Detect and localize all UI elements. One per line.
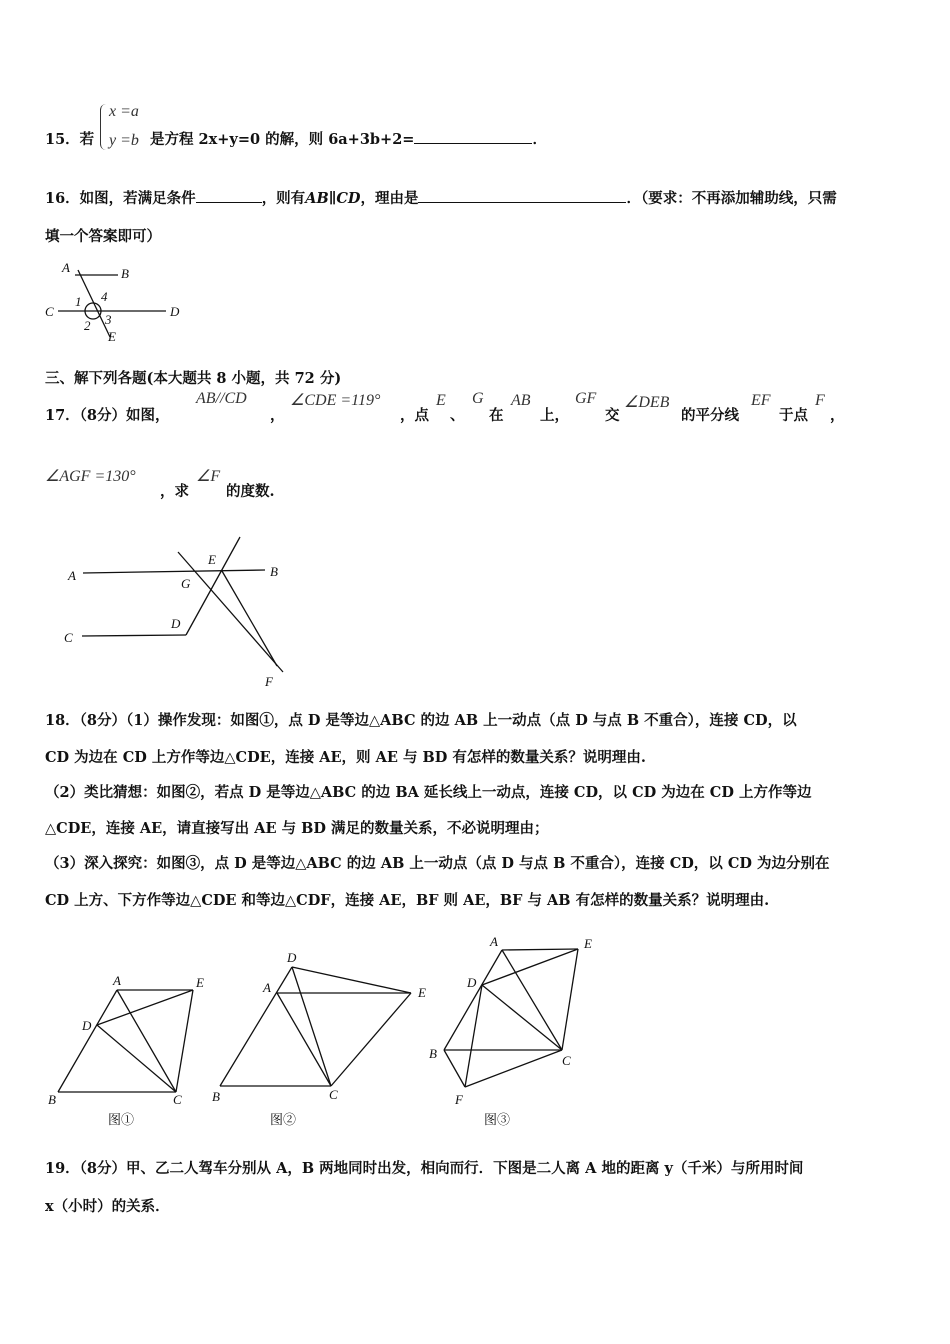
figure-q17 xyxy=(64,537,283,689)
q15-number: 15．若 xyxy=(45,131,95,148)
q17-math: ∠AGF =130° xyxy=(45,468,136,485)
figure-line xyxy=(331,993,411,1086)
figure-line xyxy=(97,990,193,1025)
label-c: C xyxy=(173,1092,182,1107)
label-e: E xyxy=(196,975,204,990)
q17-text: ，点 xyxy=(400,407,429,424)
q17-text: ， xyxy=(270,407,285,424)
label-a: A xyxy=(62,260,70,275)
label-a: A xyxy=(113,973,121,988)
q17-math: ∠CDE =119° xyxy=(290,392,381,409)
label-d: D xyxy=(467,975,477,990)
q16-math: AB∥CD xyxy=(305,190,361,207)
label-b: B xyxy=(212,1089,220,1104)
label-d: D xyxy=(171,616,181,631)
figure-line xyxy=(117,990,176,1092)
q19-line: x（小时）的关系． xyxy=(45,1198,170,1215)
figure-line xyxy=(176,990,193,1092)
label-f: F xyxy=(265,674,273,689)
q17-math: EF xyxy=(751,392,771,409)
label-a: A xyxy=(68,568,76,583)
figure-q18-1 xyxy=(48,973,204,1127)
label-e: E xyxy=(584,936,592,951)
label-d: D xyxy=(287,950,297,965)
figure-line xyxy=(444,950,502,1050)
label-b: B xyxy=(429,1046,437,1061)
figure-line xyxy=(277,993,331,1086)
q16-text: 16．如图，若满足条件 xyxy=(45,190,196,207)
label-e: E xyxy=(108,329,116,344)
q16-text: ．（要求：不再添加辅助线，只需 xyxy=(626,190,837,207)
label-a: A xyxy=(263,980,271,995)
label-e: E xyxy=(418,985,426,1000)
figure-line xyxy=(444,1050,465,1087)
q16-line2: 填一个答案即可） xyxy=(45,228,161,245)
q17-text: 在 xyxy=(489,407,504,424)
q17-math: AB//CD xyxy=(196,390,247,407)
label-b: B xyxy=(270,564,278,579)
figure-q18-3 xyxy=(429,934,592,1127)
q16-text: ，理由是 xyxy=(360,190,419,207)
q17-math: ∠DEB xyxy=(624,394,670,411)
q17-math: AB xyxy=(511,392,531,409)
q17-text: 上， xyxy=(540,407,569,424)
q15-end: ． xyxy=(532,131,547,148)
label-a: A xyxy=(490,934,498,949)
label-3: 3 xyxy=(105,312,112,327)
q15-x-eq: x =a xyxy=(109,103,139,120)
figure-line xyxy=(292,967,331,1086)
figure-line xyxy=(482,985,562,1050)
label-c: C xyxy=(64,630,73,645)
figure-line xyxy=(97,1025,176,1092)
q17-text: 的度数. xyxy=(226,483,275,500)
label-c: C xyxy=(45,304,54,319)
label-e: E xyxy=(208,552,216,567)
q15-y-eq: y =b xyxy=(109,132,139,149)
q17-prefix: 17．（8分）如图， xyxy=(45,407,170,424)
figure-line xyxy=(292,967,411,993)
line-ef xyxy=(222,571,277,666)
line-cd xyxy=(82,635,186,636)
figure-line xyxy=(465,1050,562,1087)
figure-line xyxy=(58,990,117,1092)
figure-line xyxy=(220,967,292,1086)
q18-line: CD 上方、下方作等边△CDE 和等边△CDF，连接 AE，BF 则 AE，BF 与 AB 有怎样的数量关系？说明理由. xyxy=(45,892,770,909)
section-heading: 三、解下列各题(本大题共 8 小题，共 72 分) xyxy=(45,370,342,387)
q17-text: 交 xyxy=(605,407,620,424)
figure-caption: 图② xyxy=(270,1112,297,1127)
figure-caption: 图① xyxy=(108,1112,135,1127)
label-2: 2 xyxy=(84,318,91,333)
q17-math: ∠F xyxy=(196,468,221,485)
q17-text: ，求 xyxy=(160,483,189,500)
q17-math: F xyxy=(815,392,825,409)
q17-math: G xyxy=(472,390,484,407)
figure-q18-2 xyxy=(212,950,426,1127)
q18-line: △CDE，连接 AE，请直接写出 AE 与 BD 满足的数量关系，不必说明理由； xyxy=(45,820,549,837)
label-f: F xyxy=(455,1092,463,1107)
q17-text: 的平分线 xyxy=(681,407,739,424)
figure-line xyxy=(482,949,578,985)
q18-line: 18．（8分）（1）操作发现：如图①，点 D 是等边△ABC 的边 AB 上一动点（点 D 与点 B 不重合），连接 CD，以 xyxy=(45,712,797,729)
q16-text: ，则有 xyxy=(261,190,306,207)
q17-text: ， xyxy=(830,407,845,424)
figure-line xyxy=(562,949,578,1050)
label-4: 4 xyxy=(101,289,108,304)
q18-line: （2）类比猜想：如图②，若点 D 是等边△ABC 的边 BA 延长线上一动点，连接 CD，以 CD 为边在 CD 上方作等边 xyxy=(45,784,812,801)
q18-line: （3）深入探究：如图③，点 D 是等边△ABC 的边 AB 上一动点（点 D 与点 B 不重合），连接 CD，以 CD 为边分别在 xyxy=(45,855,830,872)
q17-math: GF xyxy=(575,390,597,407)
figure-caption: 图③ xyxy=(484,1112,511,1127)
q18-line: CD 为边在 CD 上方作等边△CDE，连接 AE，则 AE 与 BD 有怎样的数量关系？说明理由. xyxy=(45,749,646,766)
label-d: D xyxy=(170,304,180,319)
label-b: B xyxy=(48,1092,56,1107)
label-c: C xyxy=(562,1053,571,1068)
line-ab xyxy=(83,570,265,573)
figure-line xyxy=(502,949,578,950)
label-1: 1 xyxy=(75,294,82,309)
figure-line xyxy=(502,950,562,1050)
q17-math: E xyxy=(436,392,446,409)
label-d: D xyxy=(82,1018,92,1033)
q19-line: 19．（8分）甲、乙二人驾车分别从 A，B 两地同时出发，相向而行．下图是二人离 A 地的距离 y（千米）与所用时间 xyxy=(45,1160,804,1177)
label-b: B xyxy=(121,266,129,281)
q15-body: 是方程 2x+y=0 的解，则 6a+3b+2= xyxy=(150,131,415,148)
label-g: G xyxy=(181,576,191,591)
figure-q16 xyxy=(45,260,180,344)
label-c: C xyxy=(329,1087,338,1102)
q17-text: 于点 xyxy=(779,407,808,424)
q17-text: 、 xyxy=(450,407,465,424)
